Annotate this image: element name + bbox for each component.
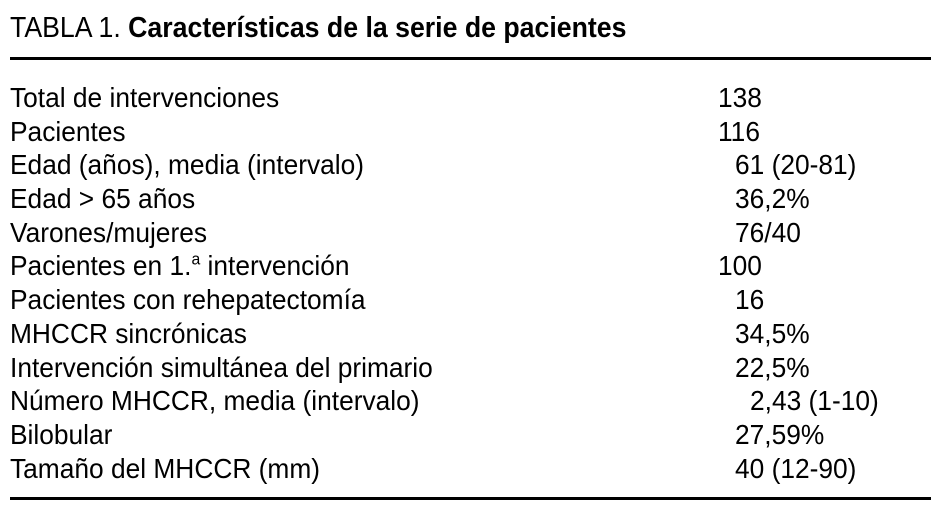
row-value-mhccr-size: 40 (12-90) bbox=[735, 452, 857, 484]
row-label-first-intervention-suffix: intervención bbox=[200, 250, 350, 282]
row-label-mhccr-number: Número MHCCR, media (intervalo) bbox=[10, 385, 420, 417]
row-label-first-intervention-prefix: Pacientes en 1. bbox=[10, 250, 192, 282]
row-label-age-mean: Edad (años), media (intervalo) bbox=[10, 149, 365, 181]
table-row bbox=[10, 182, 931, 216]
table-body bbox=[10, 81, 931, 485]
table-row bbox=[10, 283, 931, 317]
table-top-rule bbox=[10, 57, 931, 60]
row-value-mhccr-number: 2,43 (1-10) bbox=[750, 385, 879, 417]
table-row bbox=[10, 148, 931, 182]
row-value-bilobular: 27,59% bbox=[735, 418, 825, 450]
row-value-rehepatectomy: 16 bbox=[735, 284, 765, 316]
table-row bbox=[10, 452, 931, 486]
row-value-patients: 116 bbox=[718, 115, 760, 147]
row-label-rehepatectomy: Pacientes con rehepatectomía bbox=[10, 284, 366, 316]
table-row bbox=[10, 216, 931, 250]
patient-series-table bbox=[10, 0, 931, 514]
table-caption bbox=[10, 10, 626, 46]
row-label-patients: Pacientes bbox=[10, 115, 126, 147]
table-row bbox=[10, 351, 931, 385]
table-caption-label: TABLA 1. bbox=[10, 12, 121, 44]
table-row bbox=[10, 384, 931, 418]
table-caption-title: Características de la serie de pacientes bbox=[128, 12, 627, 44]
row-value-first-intervention: 100 bbox=[718, 250, 762, 282]
row-value-total-interventions: 138 bbox=[718, 82, 762, 113]
row-value-age-mean: 61 (20-81) bbox=[735, 149, 857, 181]
table-row bbox=[10, 317, 931, 351]
row-value-men-women: 76/40 bbox=[735, 216, 801, 248]
row-label-total-interventions: Total de intervenciones bbox=[10, 82, 280, 113]
row-label-bilobular: Bilobular bbox=[10, 418, 113, 450]
table-row bbox=[10, 418, 931, 452]
row-label-mhccr-size: Tamaño del MHCCR (mm) bbox=[10, 452, 321, 484]
row-label-first-intervention-sup: a bbox=[191, 250, 201, 270]
table-row bbox=[10, 249, 931, 283]
table-row bbox=[10, 115, 931, 149]
row-value-simultaneous-primary: 22,5% bbox=[735, 351, 810, 383]
table-row bbox=[10, 81, 931, 115]
row-value-synchronous-mhccr: 34,5% bbox=[735, 317, 810, 349]
row-label-first-intervention bbox=[10, 249, 349, 283]
row-label-synchronous-mhccr: MHCCR sincrónicas bbox=[10, 317, 247, 349]
table-bottom-rule bbox=[10, 497, 931, 500]
row-label-men-women: Varones/mujeres bbox=[10, 216, 208, 248]
row-label-age-over-65: Edad > 65 años bbox=[10, 183, 196, 215]
row-label-simultaneous-primary: Intervención simultánea del primario bbox=[10, 351, 433, 383]
row-value-age-over-65: 36,2% bbox=[735, 183, 810, 215]
